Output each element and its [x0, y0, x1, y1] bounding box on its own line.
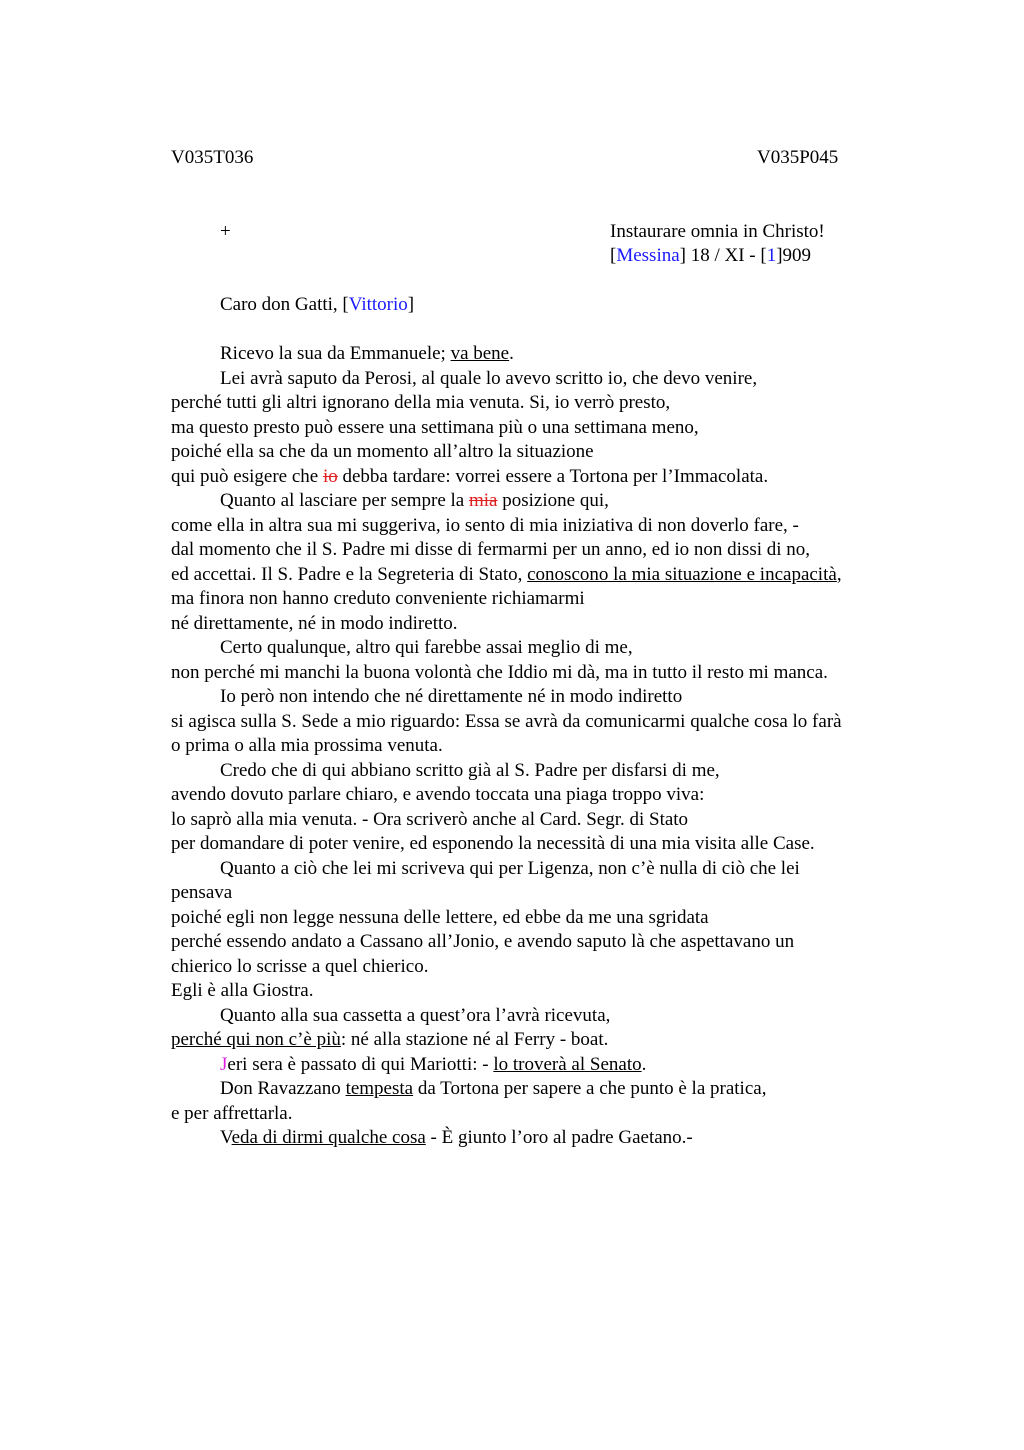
text-run: . — [641, 1053, 647, 1075]
text-run: , — [836, 563, 842, 585]
corrected-letter: J — [220, 1053, 228, 1075]
text-run: posizione qui, — [497, 490, 609, 511]
letter-line: avendo dovuto parlare chiaro, e avendo toccata una piaga troppo viva: — [171, 784, 705, 805]
letter-line — [171, 1053, 911, 1078]
text-run: Don Ravazzano — [220, 1078, 346, 1099]
letter-line: dal momento che il S. Padre mi disse di fermarmi per un anno, ed io non dissi di no, — [171, 539, 811, 560]
underlined-text: conoscono la mia situazione e incapacità — [527, 563, 837, 585]
letter-line: poiché ella sa che da un momento all’altro la situazione — [171, 441, 594, 462]
letter-line: chierico lo scrisse a quel chierico. — [171, 955, 429, 977]
dateline — [610, 244, 811, 268]
letter-line — [171, 563, 911, 588]
salutation — [220, 293, 414, 317]
letter-line: perché essendo andato a Cassano all’Jonio, e avendo saputo là che aspettavano un — [171, 931, 795, 952]
underlined-text: lo troverà al Senato — [493, 1053, 642, 1075]
letter-line: ma finora non hanno creduto conveniente richiamarmi — [171, 588, 585, 609]
letter-line: e per affrettarla. — [171, 1102, 293, 1124]
text-run: qui può esigere che — [171, 465, 323, 487]
letter-line: Quanto alla sua cassetta a quest’ora l’avrà ricevuta, — [220, 1004, 611, 1026]
letter-line: perché tutti gli altri ignorano della mia venuta. Si, io verrò presto, — [171, 392, 671, 413]
dateline-date: ] 18 / XI - [ — [679, 245, 767, 266]
letter-line — [171, 1028, 911, 1053]
document-code-left: V035T036 — [171, 147, 254, 168]
text-run: : né alla stazione né al Ferry - boat. — [340, 1029, 609, 1050]
letter-line — [171, 342, 911, 367]
text-run: da Tortona per sapere a che punto è la pratica, — [413, 1078, 767, 1099]
letter-line: per domandare di poter venire, ed esponendo la necessità di una mia visita alle Case. — [171, 833, 815, 854]
letter-line: né direttamente, né in modo indiretto. — [171, 612, 458, 634]
letter-line: Credo che di qui abbiano scritto già al S. Padre per disfarsi di me, — [220, 759, 720, 781]
underlined-text: perché qui non c’è più — [171, 1029, 341, 1050]
salutation-close: ] — [407, 294, 415, 315]
dateline-open: [ — [610, 245, 617, 266]
letter-line — [171, 489, 911, 514]
text-run: V — [220, 1127, 232, 1148]
letter-line: o prima o alla mia prossima venuta. — [171, 735, 443, 756]
letter-line: pensava — [171, 882, 233, 903]
letter-body — [171, 342, 911, 1151]
letter-line: Quanto a ciò che lei mi scriveva qui per Ligenza, non c’è nulla di ciò che lei — [220, 857, 800, 879]
letter-line — [171, 1126, 911, 1151]
salutation-name: Vittorio — [348, 294, 408, 315]
motto: Instaurare omnia in Christo! — [610, 221, 825, 242]
letter-line: Egli è alla Giostra. — [171, 980, 314, 1001]
letter-line — [171, 1077, 911, 1102]
text-run: debba tardare: vorrei essere a Tortona per l’Immacolata. — [337, 465, 769, 487]
dateline-century: 1 — [766, 245, 777, 266]
text-run: Quanto al lasciare per sempre la — [220, 490, 469, 511]
salutation-text: Caro don Gatti, [ — [220, 294, 349, 315]
letter-line: poiché egli non legge nessuna delle lettere, ed ebbe da me una sgridata — [171, 906, 709, 928]
dateline-place: Messina — [616, 245, 680, 266]
letter-line: come ella in altra sua mi suggeriva, io sento di mia iniziativa di non doverlo fare, - — [171, 514, 799, 536]
cross-mark: + — [220, 221, 231, 242]
document-code-right: V035P045 — [757, 147, 839, 168]
text-run: . — [509, 343, 514, 364]
letter-line — [171, 465, 911, 490]
text-run: - È giunto l’oro al padre Gaetano.- — [425, 1127, 693, 1148]
dateline-year: ]909 — [776, 245, 812, 266]
underlined-text: eda di dirmi qualche cosa — [231, 1127, 426, 1148]
deleted-word: mia — [469, 490, 498, 511]
text-run: ed accettai. Il S. Padre e la Segreteria di Stato, — [171, 563, 528, 585]
text-run: eri sera è passato di qui Mariotti: - — [227, 1053, 494, 1075]
deleted-word: io — [322, 465, 338, 487]
underlined-text: tempesta — [345, 1078, 414, 1099]
underlined-text: va bene — [450, 343, 510, 364]
text-run: Ricevo la sua da Emmanuele; — [220, 343, 451, 364]
letter-line: ma questo presto può essere una settimana più o una settimana meno, — [171, 416, 699, 438]
letter-line: non perché mi manchi la buona volontà che Iddio mi dà, ma in tutto il resto mi manca. — [171, 661, 828, 683]
letter-line: Lei avrà saputo da Perosi, al quale lo avevo scritto io, che devo venire, — [220, 367, 758, 389]
letter-line: Certo qualunque, altro qui farebbe assai meglio di me, — [220, 637, 633, 658]
letter-line: Io però non intendo che né direttamente né in modo indiretto — [220, 686, 683, 707]
letter-line: si agisca sulla S. Sede a mio riguardo: Essa se avrà da comunicarmi qualche cosa lo farà — [171, 710, 842, 732]
letter-line: lo saprò alla mia venuta. - Ora scriverò anche al Card. Segr. di Stato — [171, 808, 689, 830]
